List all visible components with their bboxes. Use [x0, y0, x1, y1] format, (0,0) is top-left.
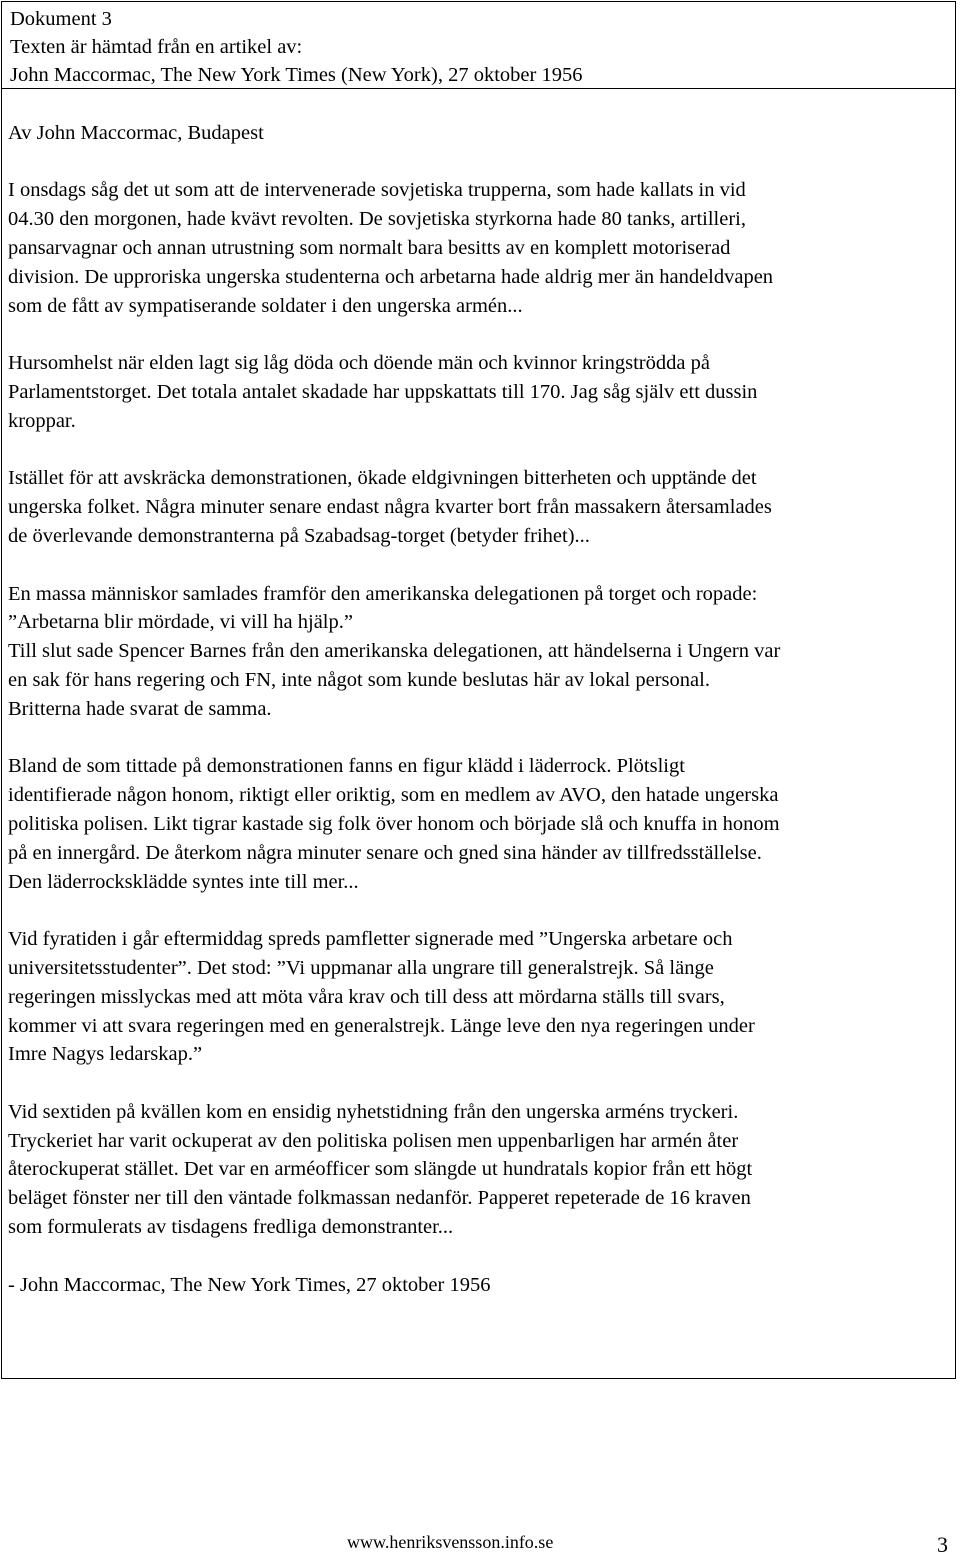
- text-line: som de fått av sympatiserande soldater i den ungerska armén...: [8, 294, 523, 317]
- document-title: Dokument 3: [10, 8, 112, 30]
- text-line: I onsdags såg det ut som att de intervenerade sovjetiska trupperna, som hade kallats in vid: [8, 179, 746, 202]
- text-line: pansarvagnar och annan utrustning som normalt bara besitts av en komplett motoriserad: [8, 236, 731, 259]
- paragraph-5: [8, 752, 950, 896]
- text-line: Vid fyratiden i går eftermiddag spreds pamfletter signerade med ”Ungerska arbetare och: [8, 928, 733, 951]
- text-line: en sak för hans regering och FN, inte något som kunde beslutas här av lokal personal.: [8, 668, 710, 691]
- text-line: universitetsstudenter”. Det stod: ”Vi uppmanar alla ungrare till generalstrejk. Så länge: [8, 956, 714, 979]
- document-header: [1, 1, 956, 89]
- paragraph-7: [8, 1098, 950, 1242]
- paragraph-4: [8, 580, 950, 724]
- text-line: beläget fönster ner till den väntade folkmassan nedanför. Papperet repeterade de 16 kraven: [8, 1187, 751, 1210]
- text-line: kommer vi att svara regeringen med en generalstrejk. Länge leve den nya regeringen under: [8, 1014, 755, 1037]
- source-citation: John Maccormac, The New York Times (New York), 27 oktober 1956: [10, 64, 583, 86]
- paragraph-3: [8, 464, 950, 550]
- paragraph-1: [8, 176, 950, 320]
- text-line: Britterna hade svarat de samma.: [8, 697, 272, 720]
- text-line: som formulerats av tisdagens fredliga demonstranter...: [8, 1216, 454, 1239]
- text-line: 04.30 den morgonen, hade kvävt revolten. De sovjetiska styrkorna hade 80 tanks, artilleri,: [8, 208, 746, 231]
- footer-url: www.henriksvensson.info.se: [347, 1532, 554, 1552]
- paragraph-6: [8, 925, 950, 1069]
- byline: Av John Maccormac, Budapest: [8, 121, 264, 144]
- text-line: politiska polisen. Likt tigrar kastade sig folk över honom och började slå och knuffa in honom: [8, 812, 780, 835]
- text-line: på en innergård. De återkom några minuter senare och gned sina händer av tillfredsställelse.: [8, 841, 762, 864]
- text-line: En massa människor samlades framför den amerikanska delegationen på torget och ropade:: [8, 582, 758, 605]
- text-line: Hursomhelst när elden lagt sig låg döda och döende män och kvinnor kringströdda på: [8, 352, 710, 375]
- text-line: division. De upproriska ungerska studenterna och arbetarna hade aldrig mer än handeldvapen: [8, 265, 774, 288]
- signature: - John Maccormac, The New York Times, 27 oktober 1956: [8, 1273, 491, 1296]
- text-line: Parlamentstorget. Det totala antalet skadade har uppskattats till 170. Jag såg själv ett dussin: [8, 380, 758, 403]
- text-line: kroppar.: [8, 409, 76, 432]
- text-line: Vid sextiden på kvällen kom en ensidig nyhetstidning från den ungerska arméns tryckeri.: [8, 1100, 739, 1123]
- text-line: ”Arbetarna blir mördade, vi vill ha hjälp.”: [8, 611, 353, 634]
- page-number: 3: [937, 1532, 948, 1557]
- text-line: återockuperat stället. Det var en arméofficer som slängde ut hundratals kopior från ett högt: [8, 1158, 753, 1181]
- source-intro: Texten är hämtad från en artikel av:: [10, 36, 303, 58]
- text-line: ungerska folket. Några minuter senare endast några kvarter bort från massakern återsamlades: [8, 496, 772, 519]
- text-line: identifierade någon honom, riktigt eller oriktig, som en medlem av AVO, den hatade ungerska: [8, 784, 779, 807]
- text-line: Istället för att avskräcka demonstrationen, ökade eldgivningen bitterheten och upptände det: [8, 467, 757, 490]
- text-line: Bland de som tittade på demonstrationen fanns en figur klädd i läderrock. Plötsligt: [8, 755, 685, 778]
- text-line: Imre Nagys ledarskap.”: [8, 1043, 203, 1066]
- text-line: de överlevande demonstranterna på Szabadsag-torget (betyder frihet)...: [8, 524, 590, 547]
- text-line: regeringen misslyckas med att möta våra krav och till dess att mördarna ställs till svars,: [8, 985, 725, 1008]
- text-line: Till slut sade Spencer Barnes från den amerikanska delegationen, att händelserna i Ungern var: [8, 640, 781, 663]
- paragraph-2: [8, 349, 950, 435]
- text-line: Tryckeriet har varit ockuperat av den politiska polisen men uppenbarligen har armén åter: [8, 1129, 739, 1152]
- text-line: Den läderrocksklädde syntes inte till mer...: [8, 870, 359, 893]
- article-text: [8, 90, 950, 1299]
